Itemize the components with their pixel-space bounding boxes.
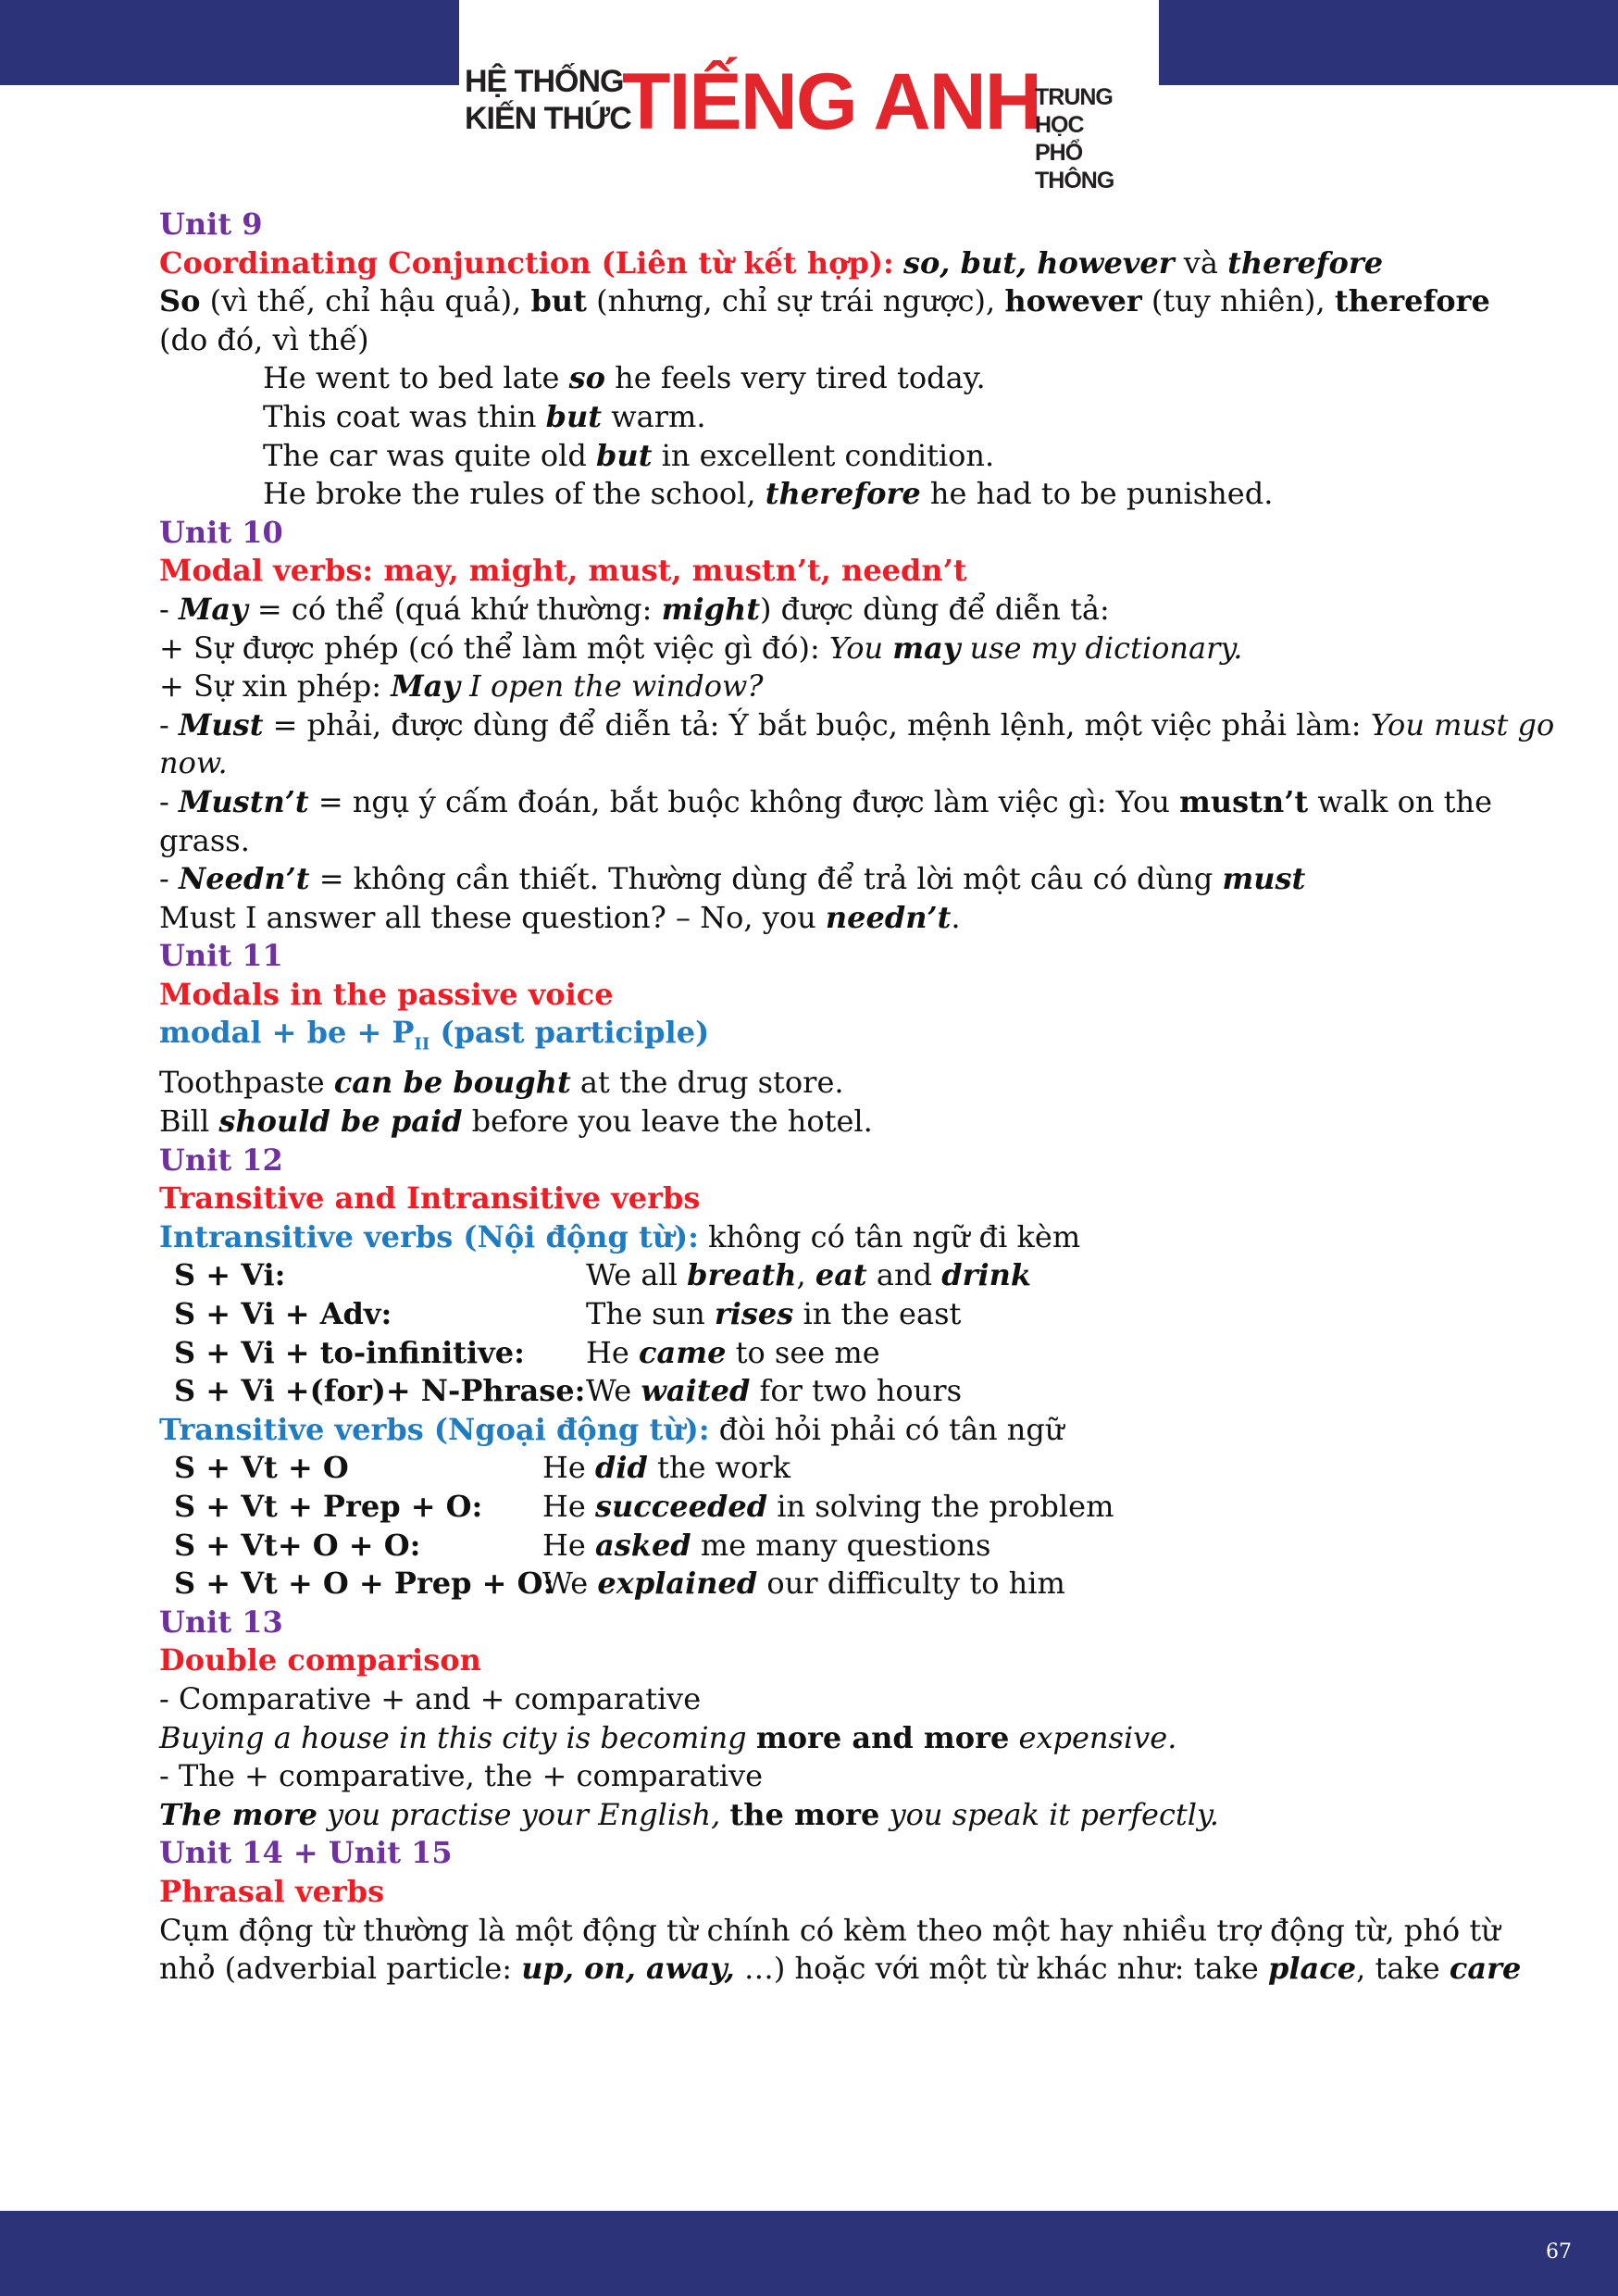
unit-11-heading: Modals in the passive voice	[159, 976, 614, 1012]
comparison-rule-2: - The + comparative, the + comparative	[159, 1758, 764, 1794]
transitive-table	[159, 1449, 1474, 1603]
unit-13-label: Unit 13	[159, 1603, 283, 1640]
example-cell: We waited for two hours	[586, 1373, 962, 1409]
may-permission: + Sự được phép (có thể làm một việc gì đó): You may use my dictionary.	[159, 630, 1243, 666]
footer-band	[0, 2211, 1618, 2296]
example-cell: He did the work	[542, 1450, 791, 1486]
may-request: + Sự xin phép: May I open the window?	[159, 668, 764, 705]
formula-cell: S + Vt + O	[174, 1450, 349, 1486]
example-cell: We explained our difficulty to him	[542, 1566, 1065, 1602]
unit-9-heading: Coordinating Conjunction (Liên từ kết hợp): so, but, however và therefore	[159, 244, 1384, 281]
mustnt-definition: - Mustn’t = ngụ ý cấm đoán, bắt buộc không được làm việc gì: You mustn’t walk on the	[159, 783, 1493, 819]
may-definition: - May = có thể (quá khứ thường: might) được dùng để diễn tả:	[159, 591, 1110, 627]
top-band-left	[0, 0, 459, 85]
unit-12-heading: Transitive and Intransitive verbs	[159, 1180, 701, 1217]
unit-9-label: Unit 9	[159, 206, 263, 242]
logo-title: TIẾNG ANH	[622, 57, 1040, 146]
unit-12-label: Unit 12	[159, 1142, 283, 1178]
unit-10-label: Unit 10	[159, 514, 283, 550]
logo-right-text: TRUNG HỌC PHỔ THÔNG	[1035, 84, 1114, 193]
unit-14-15-label: Unit 14 + Unit 15	[159, 1835, 453, 1871]
unit-9-definition: So (vì thế, chỉ hậu quả), but (nhưng, chỉ sự trái ngược), however (tuy nhiên), therefore	[159, 283, 1490, 319]
example-cell: He came to see me	[586, 1334, 880, 1370]
example-line: He went to bed late so he feels very tired today.	[263, 360, 986, 396]
unit-14-15-heading: Phrasal verbs	[159, 1873, 385, 1909]
logo-left-text: HỆ THỐNG KIẾN THỨC	[465, 64, 631, 136]
example-cell: He succeeded in solving the problem	[542, 1488, 1114, 1524]
phrasal-definition-cont: nhỏ (adverbial particle: up, on, away, …) hoặc với một từ khác như: take place, take care	[159, 1951, 1522, 1987]
transitive-title: Transitive verbs (Ngoại động từ): đòi hỏi phải có tân ngữ	[159, 1411, 1064, 1447]
page-number: 67	[1546, 2240, 1572, 2264]
intransitive-title: Intransitive verbs (Nội động từ): không có tân ngữ đi kèm	[159, 1218, 1081, 1254]
comparison-rule-1: - Comparative + and + comparative	[159, 1680, 702, 1716]
top-band-right	[1159, 0, 1618, 85]
example-line: This coat was thin but warm.	[263, 398, 706, 434]
formula-cell: S + Vi + Adv:	[174, 1296, 392, 1332]
must-definition-cont: now.	[159, 745, 228, 781]
page-content	[159, 206, 1555, 1989]
example-cell: He asked me many questions	[542, 1527, 991, 1563]
formula-cell: S + Vi +(for)+ N-Phrase:	[174, 1373, 586, 1409]
formula-cell: S + Vt + O + Prep + O:	[174, 1566, 554, 1602]
formula-cell: S + Vt + Prep + O:	[174, 1488, 483, 1524]
unit-13-heading: Double comparison	[159, 1642, 481, 1678]
neednt-example: Must I answer all these question? – No, you needn’t.	[159, 899, 961, 935]
header-logo	[463, 56, 1155, 193]
comparison-example-1: Buying a house in this city is becoming more and more expensive.	[159, 1719, 1177, 1755]
intransitive-table	[159, 1256, 1474, 1410]
comparison-example-2: The more you practise your English, the more you speak it perfectly.	[159, 1796, 1219, 1832]
phrasal-definition: Cụm động từ thường là một động từ chính có kèm theo một hay nhiều trợ động từ, phó từ	[159, 1912, 1500, 1948]
passive-formula: modal + be + $P_{II}$ (past participle)	[159, 1015, 710, 1054]
neednt-definition: - Needn’t = không cần thiết. Thường dùng để trả lời một câu có dùng must	[159, 861, 1306, 897]
formula-cell: S + Vt+ O + O:	[174, 1527, 421, 1563]
formula-cell: S + Vi + to-infinitive:	[174, 1334, 525, 1370]
passive-example-1: Toothpaste can be bought at the drug store.	[159, 1065, 844, 1101]
example-line: The car was quite old but in excellent condition.	[263, 437, 995, 473]
example-cell: The sun rises in the east	[586, 1296, 962, 1332]
unit-10-heading: Modal verbs: may, might, must, mustn’t, needn’t	[159, 553, 967, 589]
unit-11-label: Unit 11	[159, 938, 283, 974]
passive-example-2: Bill should be paid before you leave the hotel.	[159, 1104, 873, 1140]
mustnt-definition-cont: grass.	[159, 822, 250, 858]
unit-9-definition-cont: (do đó, vì thế)	[159, 321, 369, 357]
must-definition: - Must = phải, được dùng để diễn tả: Ý bắt buộc, mệnh lệnh, một việc phải làm: You must go	[159, 706, 1555, 742]
formula-cell: S + Vi:	[174, 1257, 286, 1293]
example-cell: We all breath, eat and drink	[586, 1257, 1032, 1293]
example-line: He broke the rules of the school, therefore he had to be punished.	[263, 476, 1274, 512]
